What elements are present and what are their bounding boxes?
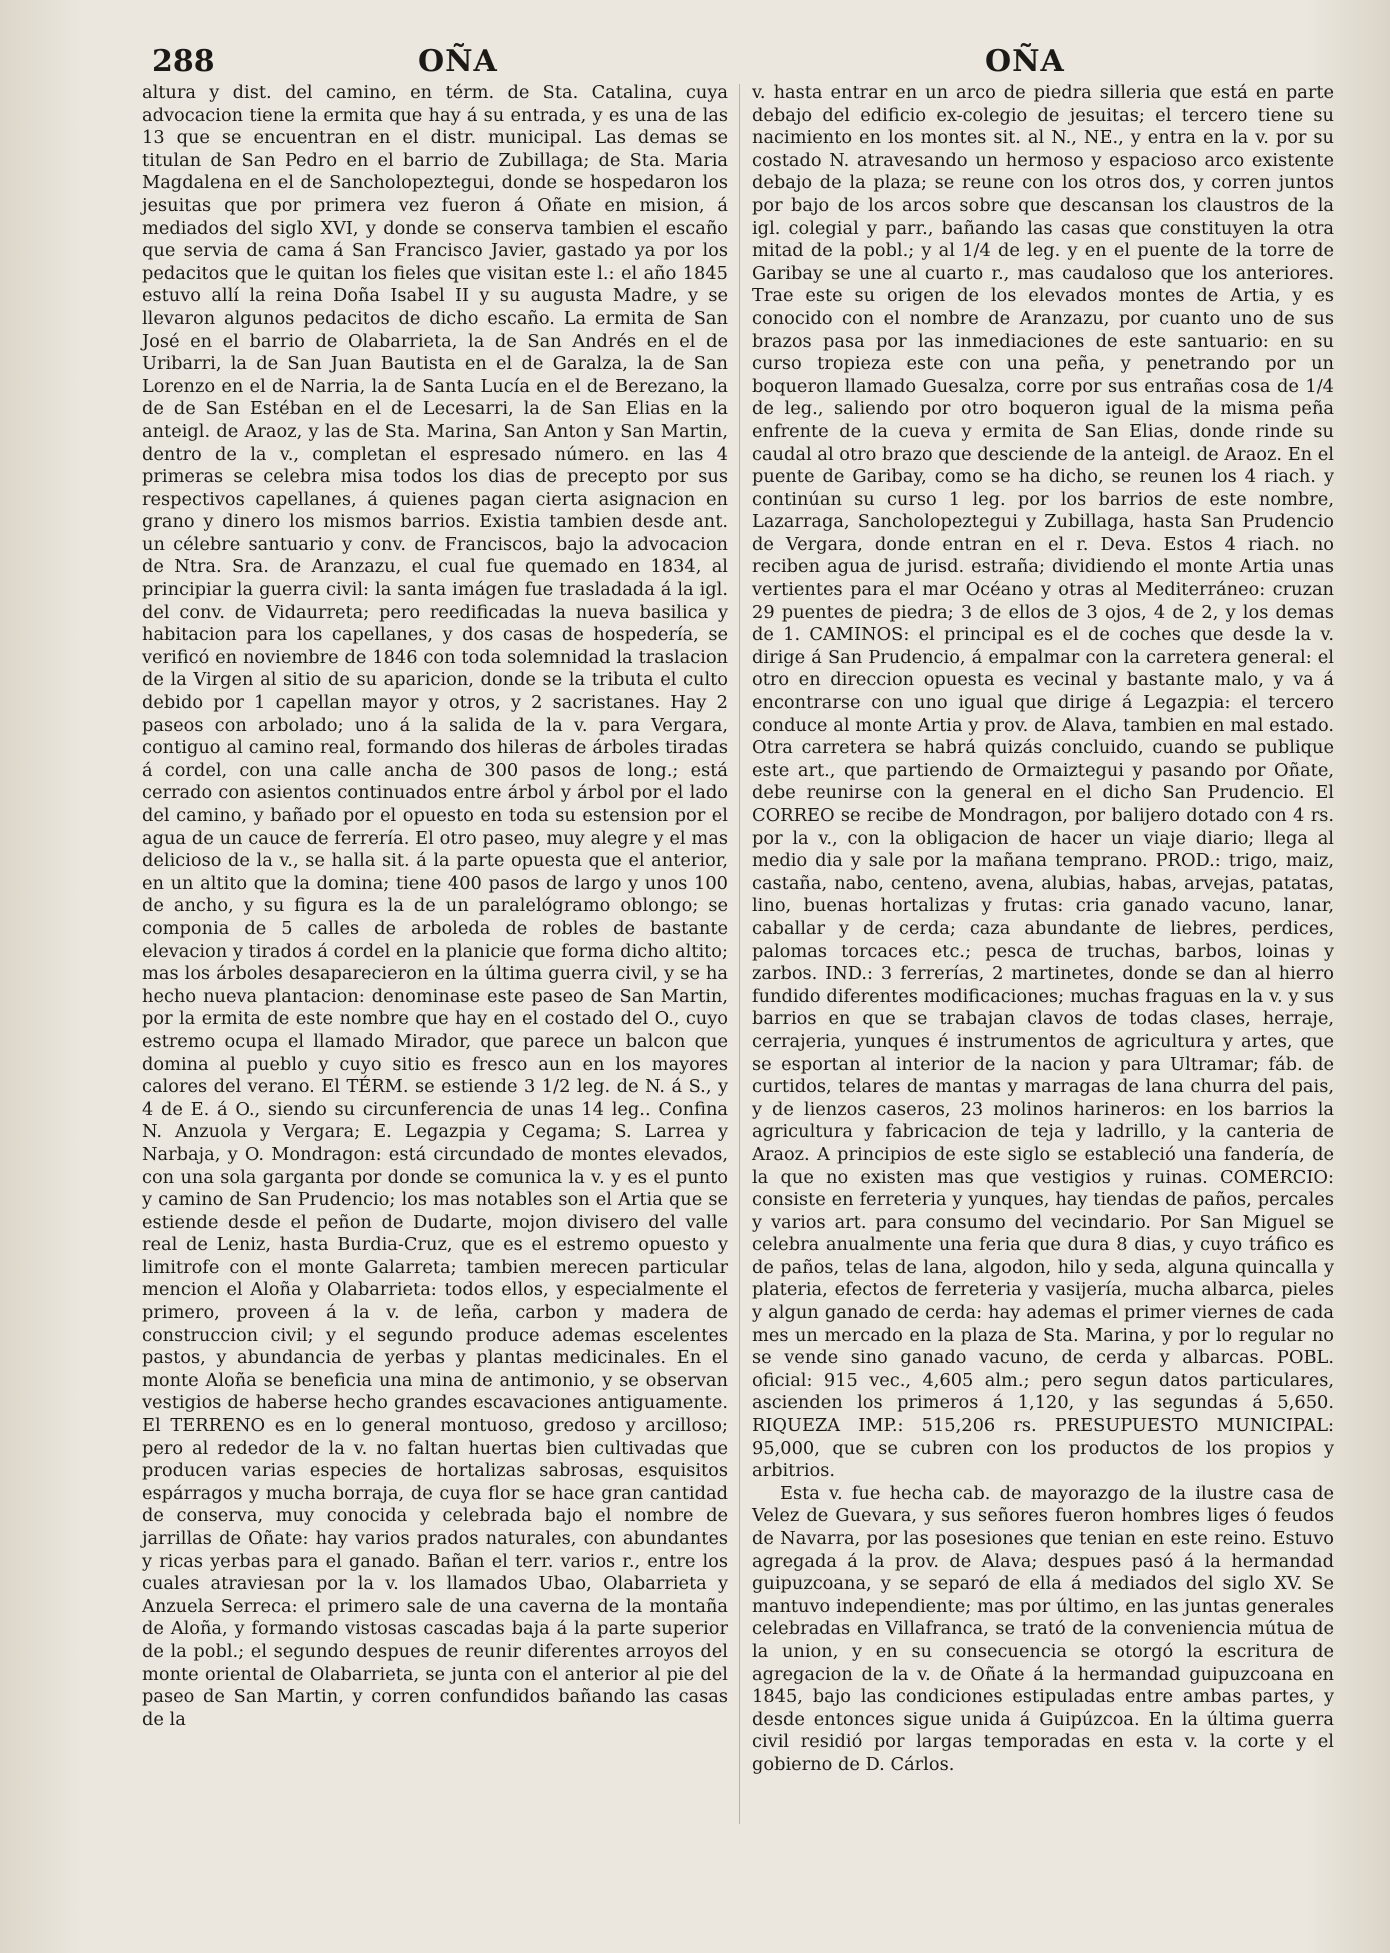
left-column — [142, 82, 728, 1731]
paragraph: v. hasta entrar en un arco de piedra silleria que está en parte debajo del edificio ex-colegio de jesuitas; el tercero tiene su nacimiento en los montes sit. al N., NE., y entra en la v. por su costado N. atravesando un hermoso y espacioso arco existente debajo de la plaza; se reune con los otros dos, y corren juntos por bajo de los arcos sobre que descansan los claustros de la igl. colegial y parr., bañando las casas que constituyen la otra mitad de la pobl.; y al 1/4 de leg. y en el puente de la torre de Garibay se une al cuarto r., mas caudaloso que los anteriores. Trae este su origen de los elevados montes de Artia, y es conocido con el nombre de Aranzazu, por cuanto uno de sus brazos pasa por las inmediaciones de este santuario: en su curso tropieza este con una peña, y penetrando por un boqueron llamado Guesalza, corre por sus entrañas cosa de 1/4 de leg., saliendo por otro boqueron igual de la misma peña enfrente de la cueva y ermita de San Elias, donde rinde su caudal al otro brazo que desciende de la anteigl. de Araoz. En el puente de Garibay, como se ha dicho, se reunen los 4 riach. y continúan su curso 1 leg. por los barrios de este nombre, Lazarraga, Sancholopeztegui y Zubillaga, hasta San Prudencio de Vergara, donde entran en el r. Deva. Estos 4 riach. no reciben agua de jurisd. estraña; dividiendo el monte Artia unas vertientes para el mar Océano y otras al Mediterráneo: cruzan 29 puentes de piedra; 3 de ellos de 3 ojos, 4 de 2, y los demas de 1. CAMINOS: el principal es el de coches que desde la v. dirige á San Prudencio, á empalmar con la carretera general: el otro en direccion opuesta es vecinal y bastante malo, y va á encontrarse con uno igual que dirige á Legazpia: el tercero conduce al monte Artia y prov. de Alava, tambien en mal estado. Otra carretera se habrá quizás concluido, cuando se publique este art., que partiendo de Ormaiztegui y pasando por Oñate, debe reunirse con la general en el dicho San Prudencio. El CORREO se recibe de Mondragon, por balijero dotado con 4 rs. por la v., con la obligacion de hacer un viaje diario; llega al medio dia y sale por la mañana temprano. PROD.: trigo, maiz, castaña, nabo, centeno, avena, alubias, habas, arvejas, patatas, lino, buenas hortalizas y frutas: cria ganado vacuno, lanar, caballar y de cerda; caza abundante de liebres, perdices, palomas torcaces etc.; pesca de truchas, barbos, loinas y zarbos. IND.: 3 ferrerías, 2 martinetes, donde se dan al hierro fundido diferentes modificaciones; muchas fraguas en la v. y sus barrios en que se trabajan clavos de todas clases, herraje, cerrajeria, yunques é instrumentos de agricultura y artes, que se esportan al interior de la nacion y para Ultramar; fáb. de curtidos, telares de mantas y marragas de lana churra del pais, y de lienzos caseros, 23 molinos harineros: en los barrios la agricultura y fabricacion de teja y ladrillo, y la canteria de Araoz. A principios de este siglo se estableció una fandería, de la que no existen mas que vestigios y ruinas. COMERCIO: consiste en ferreteria y yunques, hay tiendas de paños, percales y varios art. para consumo del vecindario. Por San Miguel se celebra anualmente una feria que dura 8 dias, y cuyo tráfico es de paños, telas de lana, algodon, hilo y seda, alguna quincalla y plateria, efectos de ferreteria y vasijería, mucha albarca, pieles y algun ganado de cerda: hay ademas el primer viernes de cada mes un mercado en la plaza de Sta. Marina, y por lo regular no se vende sino ganado vacuno, de cerda y albarcas. POBL. oficial: 915 vec., 4,605 alm.; pero segun datos particulares, ascienden los primeros á 1,120, y las segundas á 5,650. RIQUEZA IMP.: 515,206 rs. PRESUPUESTO MUNICIPAL: 95,000, que se cubren con los productos de los propios y arbitrios. — [752, 82, 1334, 1482]
running-title-left: OÑA — [418, 44, 498, 79]
paragraph: Esta v. fue hecha cab. de mayorazgo de la ilustre casa de Velez de Guevara, y sus señores fueron hombres liges ó feudos de Navarra, por las posesiones que tenian en este reino. Estuvo agregada á la prov. de Alava; despues pasó á la hermandad guipuzcoana, y se separó de ella á mediados del siglo XV. Se mantuvo independiente; mas por último, en las juntas generales celebradas en Villafranca, se trató de la conveniencia mútua de la union, y en su consecuencia se otorgó la escritura de agregacion de la v. de Oñate á la hermandad guipuzcoana en 1845, bajo las condiciones estipuladas entre ambas partes, y desde entonces sigue unida á Guipúzcoa. En la última guerra civil residió por largas temporadas en esta v. la corte y el gobierno de D. Cárlos. — [752, 1482, 1334, 1775]
page-number: 288 — [152, 44, 215, 79]
running-title-right: OÑA — [985, 44, 1065, 79]
column-divider — [739, 84, 740, 1824]
right-column — [752, 82, 1334, 1777]
paragraph: altura y dist. del camino, en térm. de Sta. Catalina, cuya advocacion tiene la ermita que hay á su entrada, y es una de las 13 que se encuentran en el distr. municipal. Las demas se titulan de San Pedro en el barrio de Zubillaga; de Sta. Maria Magdalena en el de Sancholopeztegui, donde se hospedaron los jesuitas que por primera vez fueron á Oñate en mision, á mediados del siglo XVI, y donde se conserva tambien el escaño que servia de cama á San Francisco Javier, gastado ya por los pedacitos que le quitan los fieles que visitan este l.: el año 1845 estuvo allí la reina Doña Isabel II y su augusta Madre, y se llevaron algunos pedacitos de dicho escaño. La ermita de San José en el barrio de Olabarrieta, la de San Andrés en el de Uribarri, la de San Juan Bautista en el de Garalza, la de San Lorenzo en el de Narria, la de Santa Lucía en el de Berezano, la de de San Estéban en el de Lecesarri, la de San Elias en la anteigl. de Araoz, y las de Sta. Marina, San Anton y San Martin, dentro de la v., completan el espresado número. en las 4 primeras se celebra misa todos los dias de precepto por sus respectivos capellanes, á quienes pagan cierta asignacion en grano y dinero los mismos barrios. Existia tambien desde ant. un célebre santuario y conv. de Franciscos, bajo la advocacion de Ntra. Sra. de Aranzazu, el cual fue quemado en 1834, al principiar la guerra civil: la santa imágen fue trasladada á la igl. del conv. de Vidaurreta; pero reedificadas la nueva basilica y habitacion para los capellanes, y dos casas de hospedería, se verificó en noviembre de 1846 con toda solemnidad la traslacion de la Virgen al sitio de su aparicion, donde se la tributa el culto debido por 1 capellan mayor y otros, y 2 sacristanes. Hay 2 paseos con arbolado; uno á la salida de la v. para Vergara, contiguo al camino real, formando dos hileras de árboles tiradas á cordel, con una calle ancha de 300 pasos de long.; está cerrado con asientos continuados entre árbol y árbol por el lado del camino, y bañado por el opuesto en toda su estension por el agua de un cauce de ferrería. El otro paseo, muy alegre y el mas delicioso de la v., se halla sit. á la parte opuesta que el anterior, en un altito que la domina; tiene 400 pasos de largo y unos 100 de ancho, y su figura es la de un paralelógramo oblongo; se componia de 5 calles de arboleda de robles de bastante elevacion y tirados á cordel en la planicie que forma dicho altito; mas los árboles desaparecieron en la última guerra civil, y se ha hecho nueva plantacion: denominase este paseo de San Martin, por la ermita de este nombre que hay en el costado del O., cuyo estremo ocupa el llamado Mirador, que parece un balcon que domina al pueblo y cuyo sitio es fresco aun en los mayores calores del verano. El TÉRM. se estiende 3 1/2 leg. de N. á S., y 4 de E. á O., siendo su circunferencia de unas 14 leg.. Confina N. Anzuola y Vergara; E. Legazpia y Cegama; S. Larrea y Narbaja, y O. Mondragon: está circundado de montes elevados, con una sola garganta por donde se comunica la v. y es el punto y camino de San Prudencio; los mas notables son el Artia que se estiende desde el peñon de Dudarte, mojon divisero del valle real de Leniz, hasta Burdia-Cruz, que es el estremo opuesto y limitrofe con el monte Galarreta; tambien merecen particular mencion el Aloña y Olabarrieta: todos ellos, y especialmente el primero, proveen á la v. de leña, carbon y madera de construccion civil; y el segundo produce ademas escelentes pastos, y abundancia de yerbas y plantas medicinales. En el monte Aloña se beneficia una mina de antimonio, y se observan vestigios de haberse hecho grandes escavaciones antiguamente. El TERRENO es en lo general montuoso, gredoso y arcilloso; pero al rededor de la v. no faltan huertas bien cultivadas que producen varias especies de hortalizas sabrosas, esquisitos espárragos y mucha borraja, de cuya flor se hace gran cantidad de conserva, muy conocida y celebrada bajo el nombre de jarrillas de Oñate: hay varios prados naturales, con abundantes y ricas yerbas para el ganado. Bañan el terr. varios r., entre los cuales atraviesan por la v. los llamados Ubao, Olabarrieta y Anzuela Serreca: el primero sale de una caverna de la montaña de Aloña, y formando vistosas cascadas baja á la parte superior de la pobl.; el segundo despues de reunir diferentes arroyos del monte oriental de Olabarrieta, se junta con el anterior al pie del paseo de San Martin, y corren confundidos bañando las casas de la — [142, 82, 728, 1730]
running-header — [0, 44, 1390, 84]
